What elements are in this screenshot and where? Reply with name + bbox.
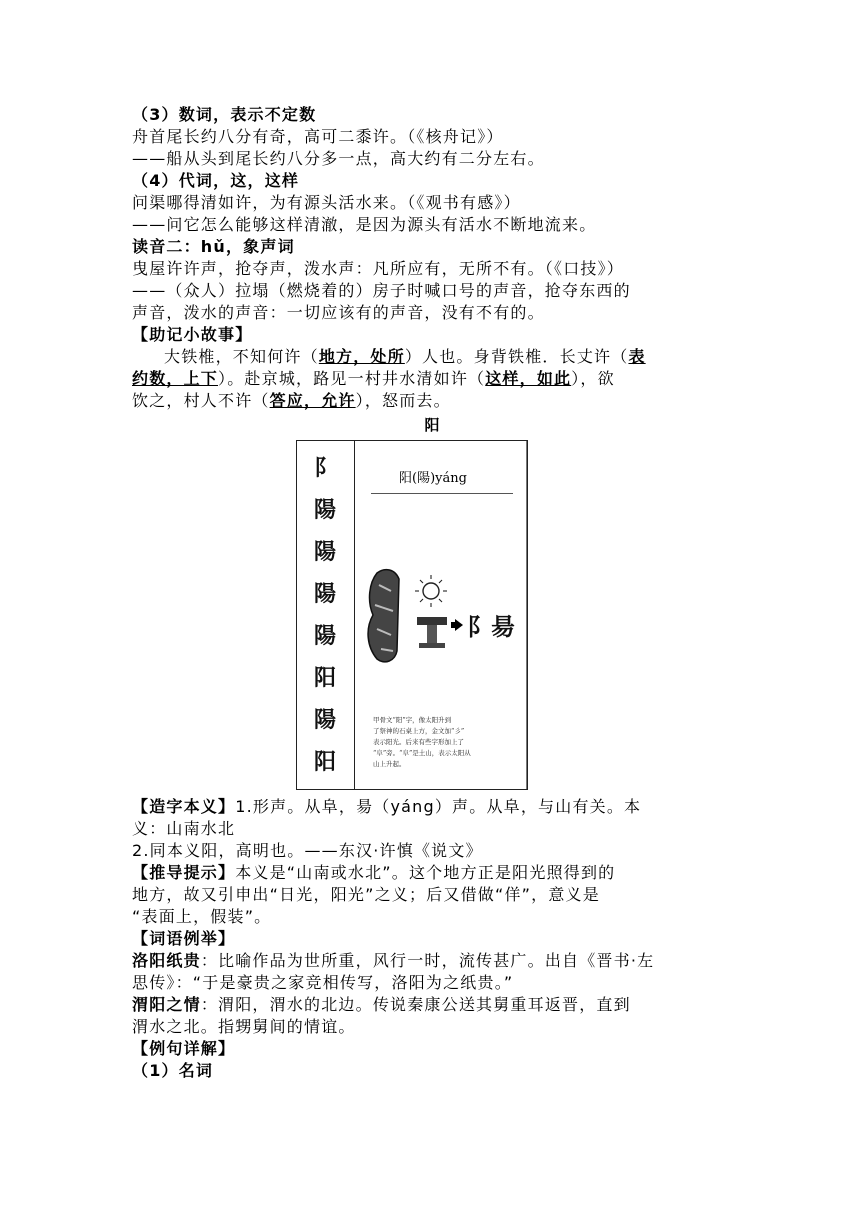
story-text: 大铁椎，不知何许（ (164, 347, 319, 366)
story-gloss: 这样，如此 (485, 369, 572, 388)
character-figure (296, 440, 528, 790)
text-line (132, 994, 732, 1016)
text-span: 渭水之北。指甥舅间的情谊。 (132, 1017, 356, 1036)
text-span: 本义是“山南或水北”。这个地方正是阳光照得到的 (235, 863, 616, 882)
story-gloss: 约数，上下 (132, 369, 219, 388)
text-span: 思传》：“于是豪贵之家竞相传写，洛阳为之纸贵。” (132, 973, 514, 992)
evolution-glyph: 陽 (313, 581, 336, 607)
evolution-glyph: 陽 (313, 707, 336, 733)
sun-icon (423, 583, 439, 599)
story-gloss: 表 (628, 347, 646, 366)
story-gloss: 答应，允许 (269, 391, 356, 410)
text-span: “表面上，假装”。 (132, 907, 272, 926)
term-label: 渭阳之情 (132, 995, 201, 1014)
text-line (132, 862, 732, 884)
term-label: 【词语例举】 (132, 929, 236, 948)
text-span: ：比喻作品为世所重，风行一时，流传甚广。出自《晋书·左 (200, 951, 655, 970)
caption-line: 山上升起。 (373, 760, 406, 768)
text-span: 地方，故又引申出“日光，阳光”之义；后又借做“佯”，意义是 (132, 885, 600, 904)
stone-mountain-icon (368, 570, 399, 662)
text-line (132, 1016, 732, 1038)
evolution-glyph: 阳 (313, 749, 336, 775)
text-line (132, 884, 732, 906)
figure-caption (373, 715, 513, 770)
text-line: ——问它怎么能够这样清澈，是因为源头有活水不断地流来。 (132, 215, 597, 234)
glyph-evolution-column (297, 441, 355, 789)
caption-line: “阜”旁。“阜”是土山，表示太阳从 (373, 749, 471, 757)
text-line (132, 818, 732, 840)
text-line (132, 972, 732, 994)
evolution-glyph: 阳 (313, 665, 336, 691)
section-heading: 【助记小故事】 (132, 325, 253, 344)
figure-border (526, 441, 527, 789)
text-span: 1.形声。从阜，昜（yáng）声。从阜，与山有关。本 (235, 797, 642, 816)
arrow-icon (455, 619, 463, 631)
story-gloss: 地方，处所 (318, 347, 405, 366)
text-line (132, 796, 732, 818)
story-text: ）。赴京城，路见一村井水清如许（ (218, 369, 486, 388)
caption-line: 了祭神的石桌上方，金文加“彡” (373, 727, 465, 735)
section-heading: （4）代词，这，这样 (132, 171, 300, 190)
term-label: 【推导提示】 (132, 863, 236, 882)
story-text: ），欲 (571, 369, 615, 388)
text-line: ——船从头到尾长约八分多一点，高大约有二分左右。 (132, 149, 545, 168)
text-line (132, 1060, 732, 1082)
story-text: ）人也。身背铁椎．长丈许（ (404, 347, 629, 366)
evolution-glyph: 陽 (313, 623, 336, 649)
text-line: 舟首尾长约八分有奇，高可二黍许。（《核舟记》） (132, 127, 504, 146)
evolution-glyph: 阝 (313, 455, 336, 481)
section-heading: （3）数词，表示不定数 (132, 105, 317, 124)
text-line (132, 840, 732, 862)
term-label: （1）名词 (132, 1061, 214, 1080)
text-span: 义：山南水北 (132, 819, 236, 838)
figure-heading: 阳(陽)yáng (399, 471, 467, 486)
text-line: 曳屋许许声，抢夺声，泼水声：凡所应有，无所不有。（《口技》） (132, 259, 625, 278)
text-line (132, 950, 732, 972)
evolution-glyph: 陽 (313, 497, 336, 523)
document-page (132, 104, 732, 1082)
section-xu-meanings (132, 104, 732, 346)
term-label: 洛阳纸贵 (132, 951, 201, 970)
altar-table-icon (417, 617, 447, 625)
caption-line: 甲骨文“阳”字，像太阳升到 (373, 716, 452, 724)
caption-line: 表示阳光。后来有些字形加上了 (373, 738, 464, 746)
text-line (132, 906, 732, 928)
section-heading: 读音二：hǔ，象声词 (132, 237, 295, 256)
sun-rays-icon (415, 575, 447, 607)
evolution-glyph: 陽 (313, 539, 336, 565)
story-line-2 (132, 368, 732, 390)
figure-illustration-panel (355, 441, 527, 789)
text-span: ：渭阳，渭水的北边。传说秦康公送其舅重耳返晋，直到 (200, 995, 631, 1014)
story-text: ），怒而去。 (355, 391, 451, 410)
text-line: 问渠哪得清如许，为有源头活水来。（《观书有感》） (132, 193, 521, 212)
text-line: 声音，泼水的声音：一切应该有的声音，没有不有的。 (132, 303, 545, 322)
figure-title: 阳 (424, 416, 440, 434)
text-line: ——（众人）拉塌（燃烧着的）房子时喊口号的声音，抢夺东西的 (132, 281, 631, 300)
text-line (132, 1038, 732, 1060)
story-line-3 (132, 390, 732, 412)
term-label: 【例句详解】 (132, 1039, 236, 1058)
section-yang-explanation (132, 796, 732, 1082)
term-label: 【造字本义】 (132, 797, 236, 816)
oracle-bone-illustration (355, 501, 525, 701)
text-span: 2.同本义阳，高明也。——东汉·许慎《说文》 (132, 841, 483, 860)
story-line-1 (132, 346, 732, 368)
oracle-glyph: 阝昜 (467, 612, 515, 641)
story-text: 饮之，村人不许（ (132, 391, 270, 410)
text-line (132, 928, 732, 950)
figure-divider (371, 493, 513, 494)
